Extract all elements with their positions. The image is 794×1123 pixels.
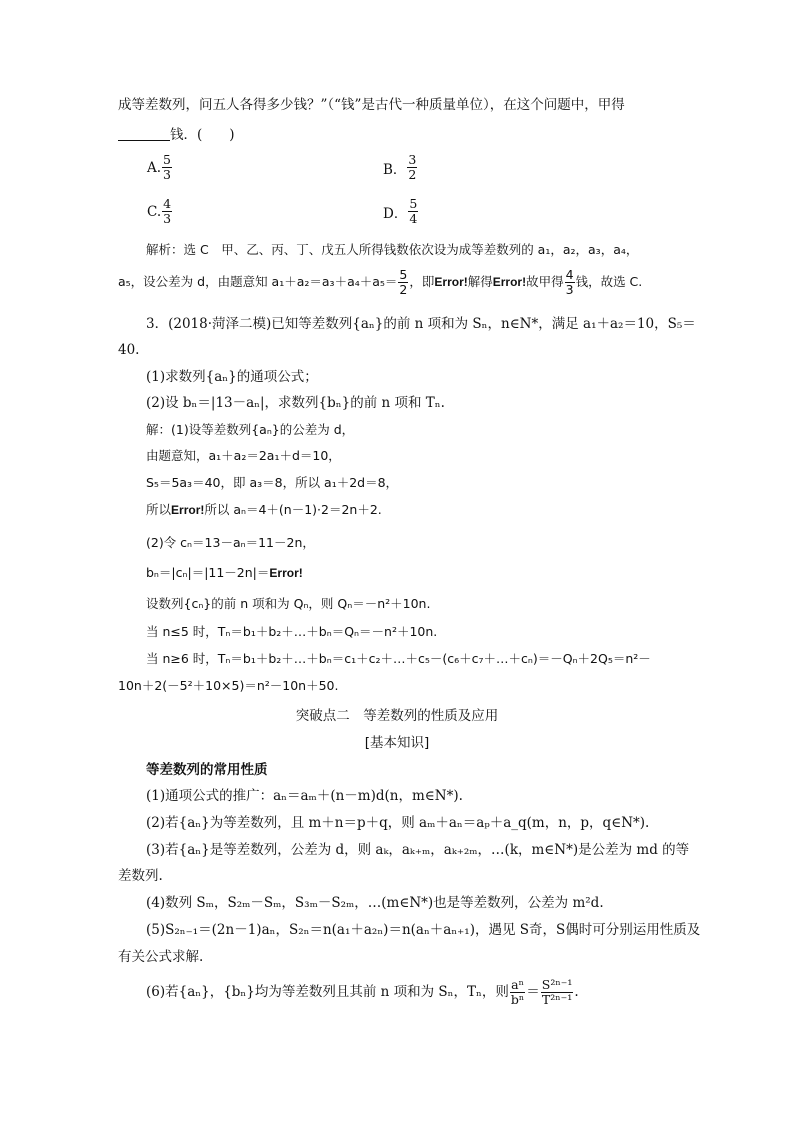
section-title: 突破点二 等差数列的性质及应用	[295, 708, 499, 724]
property-5-line-2: 有关公式求解.	[118, 949, 204, 965]
error-placeholder: Error!	[171, 503, 205, 517]
option-b-label: B．	[383, 161, 407, 178]
solution3-line-7: 设数列{cₙ}的前 n 项和为 Qₙ，则 Qₙ＝－n²＋10n.	[146, 596, 431, 611]
property-2: (2)若{aₙ}为等差数列，且 m＋n＝p＋q，则 aₘ＋aₙ＝aₚ＋a_q(m，n，p，q∈N*).	[146, 815, 650, 831]
problem3-line-2: 40.	[118, 342, 140, 358]
option-b-fraction: $\frac{3}{2}$	[408, 152, 417, 182]
property-5-line-1: (5)S₂ₙ₋₁＝(2n－1)aₙ，S₂ₙ＝n(a₁＋a₂ₙ)＝n(aₙ＋aₙ₊₁)，遇见 S奇，S偶时可分别运用性质及	[146, 922, 701, 938]
option-c-label: C.	[147, 203, 162, 220]
option-c-fraction: $\frac{4}{3}$	[163, 196, 172, 226]
option-a-fraction: $\frac{5}{3}$	[163, 152, 171, 182]
problem3-question-2: (2)设 bₙ＝|13－aₙ|，求数列{bₙ}的前 n 项和 Tₙ.	[146, 395, 445, 411]
solution3-line-6: bₙ＝|cₙ|＝|11－2n|＝Error!	[146, 565, 303, 580]
solution3-line-10: 10n＋2(－5²＋10×5)＝n²－10n＋50.	[118, 678, 339, 693]
option-a	[147, 153, 173, 182]
solution3-line-1: 解：(1)设等差数列{aₙ}的公差为 d，	[146, 422, 355, 437]
knowledge-heading: 等差数列的常用性质	[146, 762, 268, 778]
answer-blank	[118, 126, 170, 141]
property-3-line-2: 差数列.	[118, 868, 163, 884]
solution3-line-3: S₅＝5a₃＝40，即 a₃＝8，所以 a₁＋2d＝8，	[146, 475, 399, 490]
property-4: (4)数列 Sₘ，S₂ₘ－Sₘ，S₃ₘ－S₂ₘ，…(m∈N*)也是等差数列，公差为 m²d.	[146, 895, 604, 911]
option-d-fraction: $\frac{5}{4}$	[409, 196, 418, 226]
option-d-label: D．	[383, 205, 408, 222]
property-6: (6)若{aₙ}，{bₙ}均为等差数列且其前 n 项和为 Sₙ，Tₙ，则 $\frac{\text{aⁿ}}{\text{bⁿ}}$ ＝ $\frac{\text{S²ⁿ⁻¹}}{\text{T²ⁿ⁻¹}}$ .	[146, 977, 579, 1007]
error-placeholder: Error!	[269, 566, 303, 580]
solution3-line-2: 由题意知，a₁＋a₂＝2a₁＋d＝10，	[146, 448, 341, 463]
solution1-line-2: a₅，设公差为 d，由题意知 a₁＋a₂＝a₃＋a₄＋a₅＝ $\frac{5}{2}$ ，即Error!解得Error!故甲得 $\frac{4}{3}$ 钱，故选 C.	[118, 267, 643, 297]
option-d	[383, 197, 419, 226]
problem3-question-1: (1)求数列{aₙ}的通项公式；	[146, 369, 318, 385]
property-3-line-1: (3)若{aₙ}是等差数列，公差为 d，则 aₖ，aₖ₊ₘ，aₖ₊₂ₘ，…(k，m∈N*)是公差为 md 的等	[146, 842, 690, 858]
option-c	[147, 197, 173, 226]
intro-line-1: 成等差数列，问五人各得多少钱？”（“钱”是古代一种质量单位），在这个问题中，甲得	[118, 97, 625, 113]
problem3-line-1: 3．(2018·菏泽二模)已知等差数列{aₙ}的前 n 项和为 Sₙ，n∈N*，满足 a₁＋a₂＝10，S₅＝	[146, 316, 696, 332]
option-b	[383, 153, 418, 182]
section-subtitle: [基本知识]	[364, 735, 430, 751]
solution1-fraction-1: $\frac{5}{2}$	[399, 267, 408, 297]
property-1: (1)通项公式的推广：aₙ＝aₘ＋(n－m)d(n，m∈N*).	[146, 788, 463, 804]
property-6-fraction-2: $\frac{\text{S²ⁿ⁻¹}}{\text{T²ⁿ⁻¹}}$	[541, 977, 573, 1007]
option-a-label: A.	[147, 159, 162, 176]
intro-line-2-text: 钱．( )	[170, 127, 235, 143]
solution3-line-9: 当 n≥6 时，Tₙ＝b₁＋b₂＋…＋bₙ＝c₁＋c₂＋…＋c₅－(c₆＋c₇＋…＋cₙ)＝－Qₙ＋2Q₅＝n²－	[146, 651, 651, 666]
solution3-line-4: 所以Error!所以 aₙ＝4＋(n－1)·2＝2n＋2.	[146, 502, 382, 517]
intro-line-2	[118, 125, 235, 145]
error-placeholder: Error!	[434, 275, 468, 289]
solution3-line-8: 当 n≤5 时，Tₙ＝b₁＋b₂＋…＋bₙ＝Qₙ＝－n²＋10n.	[146, 624, 438, 639]
solution1-line-1: 解析：选 C 甲、乙、丙、丁、戊五人所得钱数依次设为成等差数列的 a₁，a₂，a₃，a₄，	[146, 242, 639, 257]
error-placeholder: Error!	[492, 275, 527, 289]
property-6-fraction-1: $\frac{\text{aⁿ}}{\text{bⁿ}}$	[510, 977, 525, 1007]
solution3-line-5: (2)令 cₙ＝13－aₙ＝11－2n，	[146, 535, 315, 550]
solution1-fraction-2: $\frac{4}{3}$	[565, 267, 574, 297]
